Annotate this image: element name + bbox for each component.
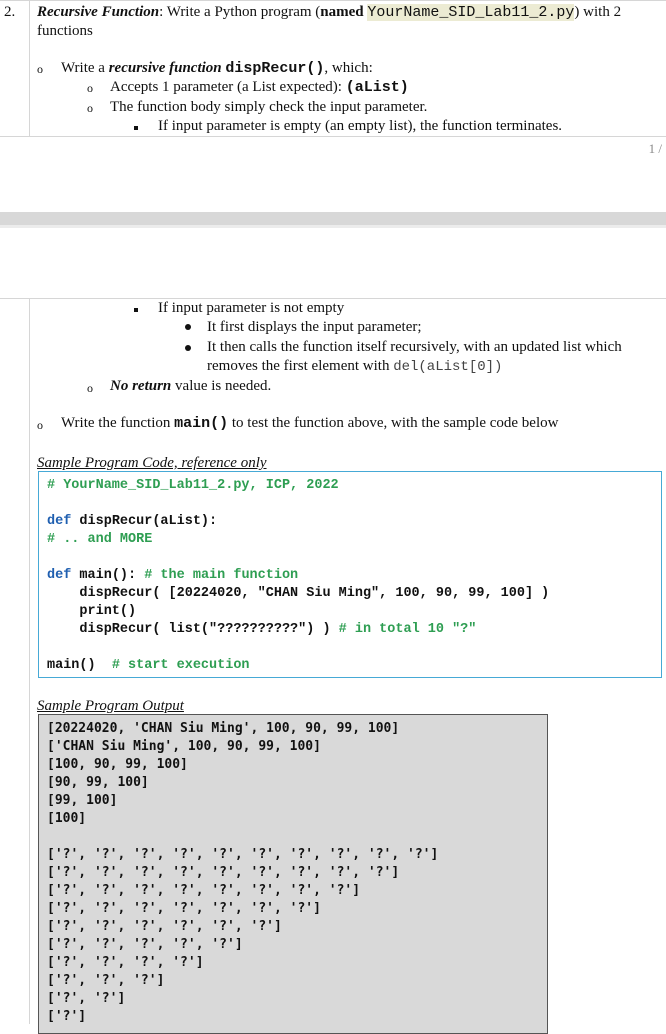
bullet-circle: o: [37, 62, 43, 76]
page-top-line: [0, 298, 666, 299]
sub-bullet-1-pre: Accepts 1 parameter (a List expected):: [110, 79, 346, 95]
intro-title: Recursive Function: [37, 4, 160, 20]
output-line: ['?', '?', '?', '?', '?']: [47, 937, 243, 952]
code-line-8: [47, 658, 250, 673]
output-line: ['?', '?']: [47, 991, 126, 1006]
code-line-8-code: main(): [47, 658, 112, 673]
square-bullet: [134, 126, 138, 130]
output-line: ['?', '?', '?', '?', '?', '?', '?']: [47, 901, 321, 916]
code-line-5: dispRecur( [20224020, "CHAN Siu Ming", 100, 90, 99, 100] ): [47, 586, 550, 601]
sub-bullet-2b2-line1: It then calls the function itself recursively, with an updated list which: [207, 339, 622, 355]
square-bullet: [134, 308, 138, 312]
code-keyword: def: [47, 514, 72, 529]
output-line: ['?', '?', '?', '?']: [47, 955, 204, 970]
code-line-7: [47, 622, 476, 637]
sample-output-heading: [37, 698, 184, 715]
bullet-circle: o: [87, 381, 93, 395]
sample-code-box: [38, 471, 662, 678]
bullet-1-text: [61, 60, 373, 77]
bullet-circle: o: [87, 101, 93, 115]
bullet-2-code: main(): [174, 415, 229, 432]
sub-bullet-1-code: (aList): [345, 79, 409, 96]
intro-named-label: named: [320, 4, 368, 20]
output-line: [20224020, 'CHAN Siu Ming', 100, 90, 99, 100]: [47, 721, 400, 736]
intro-line-2: functions: [37, 23, 93, 39]
bullet-circle: o: [87, 81, 93, 95]
output-line: ['?', '?', '?', '?', '?', '?', '?', '?', '?', '?']: [47, 847, 439, 862]
sub-bullet-2a: If input parameter is empty (an empty list), the function terminates.: [158, 118, 563, 134]
code-line-2: [47, 514, 217, 529]
output-line: [100, 90, 99, 100]: [47, 757, 188, 772]
sub-bullet-2b1: It first displays the input parameter;: [207, 319, 422, 335]
bullet-1-em: recursive function: [108, 60, 226, 76]
sub-bullet-2b2-line2: [207, 358, 502, 375]
dot-bullet: [185, 324, 191, 330]
code-line-3: # .. and MORE: [47, 532, 153, 547]
table-border-left-2: [29, 298, 30, 1024]
sub-bullet-3-post: value is needed.: [171, 378, 272, 394]
page-break-shadow: [0, 225, 666, 228]
bullet-2-pre: Write the function: [61, 415, 175, 431]
sub-bullet-3-em: No return: [110, 378, 172, 394]
output-line: ['?', '?', '?']: [47, 973, 165, 988]
page-number: 1 /: [648, 141, 662, 156]
sample-output-box: [38, 714, 548, 1034]
output-line: ['CHAN Siu Ming', 100, 90, 99, 100]: [47, 739, 321, 754]
intro-text2: ) with 2: [574, 4, 622, 20]
code-line-4: [47, 568, 298, 583]
bullet-1-pre: Write a: [61, 60, 109, 76]
bullet-circle: o: [37, 418, 43, 432]
sub-bullet-2: The function body simply check the input parameter.: [110, 99, 428, 115]
output-line: ['?', '?', '?', '?', '?', '?']: [47, 919, 282, 934]
code-comment: # start execution: [111, 658, 250, 673]
output-line: [100]: [47, 811, 87, 826]
code-line-1: # YourName_SID_Lab11_2.py, ICP, 2022: [47, 478, 339, 493]
bullet-1-code: dispRecur(): [225, 60, 325, 77]
sample-output-heading-text: Sample Program Output: [37, 698, 184, 714]
intro-line: [37, 4, 621, 21]
bullet-2-post: to test the function above, with the sample code below: [228, 415, 559, 431]
sub-bullet-3: [110, 378, 271, 395]
code-keyword: def: [47, 568, 72, 583]
code-line-7-code: dispRecur( list("??????????") ): [47, 622, 339, 637]
output-line: ['?', '?', '?', '?', '?', '?', '?', '?', '?']: [47, 865, 400, 880]
intro-text1: : Write a Python program (: [159, 4, 321, 20]
sub-bullet-2b: If input parameter is not empty: [158, 300, 345, 316]
page-bottom-line: [0, 136, 666, 137]
output-line: ['?']: [47, 1009, 87, 1024]
code-comment: # the main function: [144, 568, 299, 583]
bullet-1-post: , which:: [324, 60, 373, 76]
sub-bullet-2b2-pre: removes the first element with: [207, 358, 394, 374]
table-border-top: [0, 0, 666, 1]
dot-bullet: [185, 345, 191, 351]
table-border-left: [29, 0, 30, 136]
page-break: [0, 212, 666, 226]
code-comment: # in total 10 "?": [338, 622, 477, 637]
bullet-2-text: [61, 415, 558, 432]
code-line-4-rest: main():: [71, 568, 145, 583]
code-line-2-rest: dispRecur(aList):: [71, 514, 218, 529]
output-line: ['?', '?', '?', '?', '?', '?', '?', '?']: [47, 883, 361, 898]
output-line: [90, 99, 100]: [47, 775, 149, 790]
sub-bullet-2b2-code: del(aList[0]): [393, 359, 503, 375]
sub-bullet-1: [110, 79, 409, 96]
sample-code-heading-text: Sample Program Code, reference only: [37, 455, 267, 471]
item-number: 2.: [4, 4, 16, 20]
code-line-6: print(): [47, 604, 137, 619]
output-line: [99, 100]: [47, 793, 118, 808]
intro-filename: YourName_SID_Lab11_2.py: [367, 4, 575, 21]
sample-code-heading: [37, 455, 267, 472]
